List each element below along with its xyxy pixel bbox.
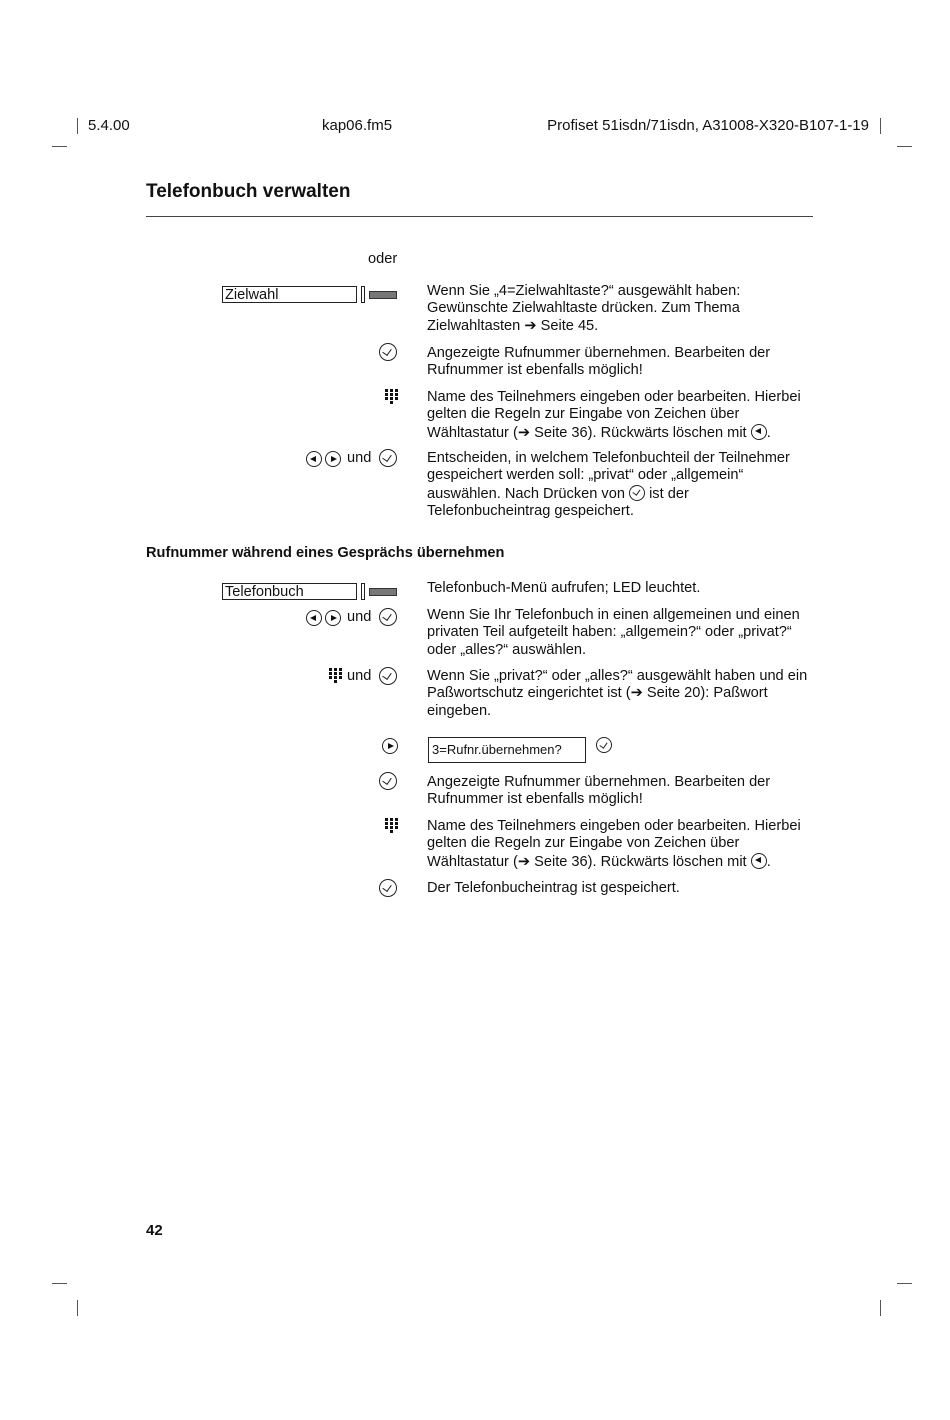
crop-mark <box>880 1300 881 1316</box>
step-text: Angezeigte Rufnummer übernehmen. Bearbeiten der Rufnummer ist ebenfalls möglich! <box>427 345 771 379</box>
crop-mark <box>897 1283 912 1284</box>
key-bar <box>361 286 365 303</box>
keypad-icon <box>385 818 398 834</box>
step-text <box>427 450 815 521</box>
step-text-main: Name des Teilnehmers eingeben oder bearbeiten. Hierbei gelten die Regeln zur Eingabe von Zeichen über Wähltastatur (➔ Seite 36). Rückwärts löschen mit <box>427 818 801 870</box>
crop-mark <box>897 146 912 147</box>
left-key-icon <box>751 853 767 869</box>
keypad-icon <box>385 389 398 405</box>
keypad-icon <box>329 668 342 684</box>
ok-key-icon <box>379 772 397 790</box>
right-key-icon <box>325 610 341 626</box>
telefonbuch-display: Telefonbuch <box>222 583 357 600</box>
step-text <box>427 389 815 442</box>
step-text: Telefonbuch-Menü aufrufen; LED leuchtet. <box>427 580 701 596</box>
header-filename: kap06.fm5 <box>322 117 393 134</box>
ok-key-icon <box>596 737 612 753</box>
step-text-main: Name des Teilnehmers eingeben oder bearbeiten. Hierbei gelten die Regeln zur Eingabe von Zeichen über Wähltastatur (➔ Seite 36). Rückwärts löschen mit <box>427 389 801 441</box>
page-title: Telefonbuch verwalten <box>146 181 351 202</box>
zielwahl-display: Zielwahl <box>222 286 357 303</box>
ok-key-icon <box>379 449 397 467</box>
crop-mark <box>77 1300 78 1316</box>
step-text-end: ist der Telefonbucheintrag gespeichert. <box>427 485 689 520</box>
led-indicator <box>369 588 397 596</box>
right-key-icon <box>382 738 398 754</box>
section-subheading: Rufnummer während eines Gesprächs übernehmen <box>146 545 505 561</box>
crop-mark <box>880 118 881 134</box>
left-key-icon <box>306 451 322 467</box>
ok-key-icon <box>379 608 397 626</box>
und-label: und <box>347 609 372 625</box>
ok-key-icon <box>379 667 397 685</box>
left-key-icon <box>751 424 767 440</box>
step-text-end: . <box>766 853 771 870</box>
title-rule <box>146 216 813 217</box>
ok-key-icon <box>379 343 397 361</box>
step-text: Wenn Sie „privat?“ oder „alles?“ ausgewählt haben und ein Paßwortschutz eingerichtet ist (➔ Seite 20): Paßwort eingeben. <box>427 668 808 719</box>
step-text: Der Telefonbucheintrag ist gespeichert. <box>427 880 680 896</box>
crop-mark <box>77 118 78 134</box>
step-text: Wenn Sie „4=Zielwahltaste?“ ausgewählt haben: Gewünschte Zielwahltaste drücken. Zum Thema Zielwahltasten ➔ Seite 45. <box>427 283 741 334</box>
ok-key-icon <box>629 485 645 501</box>
und-label: und <box>347 450 372 466</box>
header-product: Profiset 51isdn/71isdn, A31008-X320-B107-1-19 <box>547 117 869 134</box>
menu-display: 3=Rufnr.übernehmen? <box>428 737 586 763</box>
step-text: Wenn Sie Ihr Telefonbuch in einen allgemeinen und einen privaten Teil aufgeteilt haben: „allgemein?“ oder „privat?“ oder „alles?“ auswählen. <box>427 607 800 658</box>
crop-mark <box>52 146 67 147</box>
led-indicator <box>369 291 397 299</box>
step-text <box>427 818 815 871</box>
und-label: und <box>347 668 372 684</box>
step-text: Angezeigte Rufnummer übernehmen. Bearbeiten der Rufnummer ist ebenfalls möglich! <box>427 774 771 808</box>
step-text-end: . <box>766 424 771 441</box>
ok-key-icon <box>379 879 397 897</box>
page-number: 42 <box>146 1222 163 1239</box>
step-text-main: Entscheiden, in welchem Telefonbuchteil der Teilnehmer gespeichert werden soll: „privat“ oder „allgemein“ auswählen. Nach Drücken von <box>427 450 790 502</box>
key-bar <box>361 583 365 600</box>
left-key-icon <box>306 610 322 626</box>
right-key-icon <box>325 451 341 467</box>
oder-label: oder <box>368 251 398 267</box>
crop-mark <box>52 1283 67 1284</box>
header-date: 5.4.00 <box>88 117 130 134</box>
